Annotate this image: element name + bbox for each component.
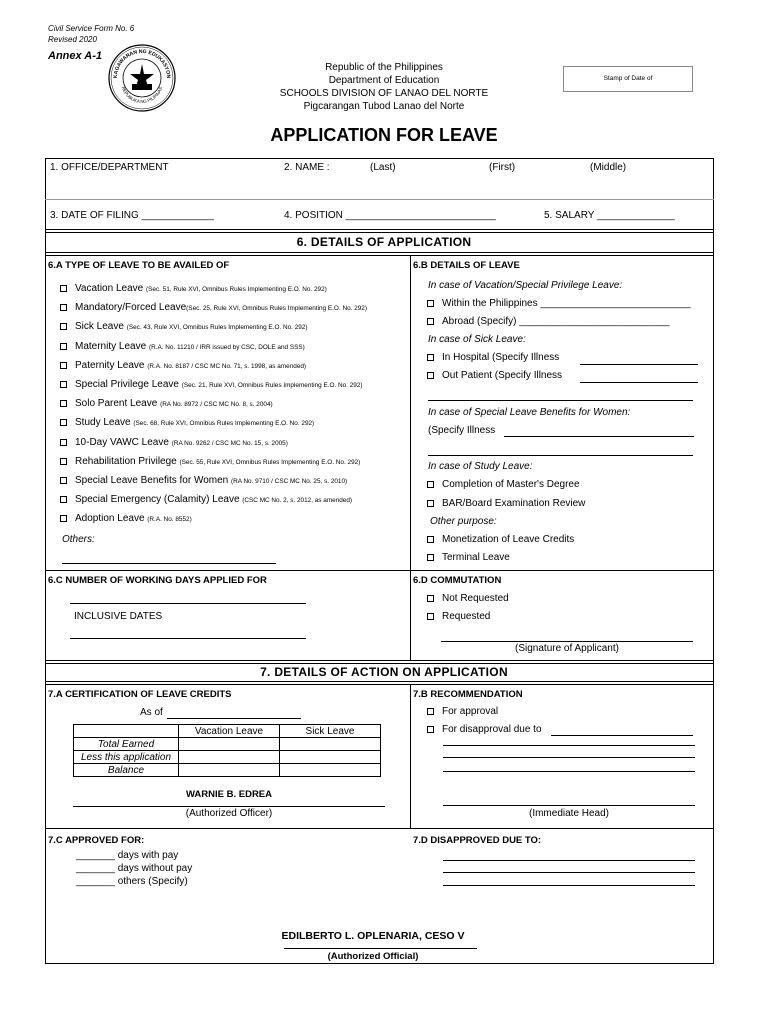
- not-requested-option[interactable]: Not Requested: [427, 593, 509, 604]
- section-7d-title: 7.D DISAPPROVED DUE TO:: [413, 835, 542, 846]
- others-label: Others:: [62, 534, 95, 545]
- checkbox-icon[interactable]: [60, 419, 67, 426]
- immediate-head-signature-line[interactable]: [443, 805, 695, 806]
- checkbox-icon[interactable]: [427, 318, 434, 325]
- women-case-label: In case of Special Leave Benefits for Women:: [428, 407, 631, 418]
- leave-type-special-women[interactable]: Special Leave Benefits for Women (RA No. 9710 / CSC MC No. 25, s. 2010): [60, 472, 367, 491]
- authorized-officer-label: (Authorized Officer): [185, 808, 273, 819]
- agency-line-2: Department of Education: [328, 75, 440, 86]
- leave-type-sick[interactable]: Sick Leave (Sec. 43, Rule XVI, Omnibus Rules Implementing E.O. No. 292): [60, 318, 367, 337]
- working-days-line[interactable]: [70, 603, 306, 604]
- table-row: [74, 764, 381, 777]
- sick-case-label: In case of Sick Leave:: [428, 334, 526, 345]
- leave-type-vawc[interactable]: 10-Day VAWC Leave (RA No. 9262 / CSC MC No. 15, s. 2005): [60, 434, 367, 453]
- position-field[interactable]: 4. POSITION ___________________________: [284, 210, 496, 221]
- monetization-option[interactable]: Monetization of Leave Credits: [427, 534, 574, 545]
- form-title: APPLICATION FOR LEAVE: [270, 125, 498, 145]
- bar-review-option[interactable]: BAR/Board Examination Review: [427, 498, 585, 509]
- checkbox-icon[interactable]: [60, 323, 67, 330]
- leave-type-list: [60, 280, 367, 530]
- leave-type-study[interactable]: Study Leave (Sec. 68, Rule XVI, Omnibus Rules Implementing E.O. No. 292): [60, 414, 367, 433]
- immediate-head-label: (Immediate Head): [528, 808, 610, 819]
- deped-seal-icon: [108, 44, 176, 112]
- agency-block: [234, 61, 534, 113]
- table-row: [74, 738, 381, 751]
- checkbox-icon[interactable]: [427, 300, 434, 307]
- leave-type-paternity[interactable]: Paternity Leave (R.A. No. 8187 / CSC MC No. 71, s. 1998, as amended): [60, 357, 367, 376]
- checkbox-icon[interactable]: [60, 362, 67, 369]
- checkbox-icon[interactable]: [60, 477, 67, 484]
- checkbox-icon[interactable]: [60, 343, 67, 350]
- leave-type-emergency[interactable]: Special Emergency (Calamity) Leave (CSC MC No. 2, s. 2012, as amended): [60, 491, 367, 510]
- checkbox-icon[interactable]: [427, 595, 434, 602]
- name-last-label: (Last): [370, 162, 396, 173]
- salary-field[interactable]: 5. SALARY ______________: [544, 210, 675, 221]
- leave-type-special-privilege[interactable]: Special Privilege Leave (Sec. 21, Rule XVI, Omnibus Rules Implementing E.O. No. 292): [60, 376, 367, 395]
- as-of-line[interactable]: [167, 718, 301, 719]
- section-7a-title: 7.A CERTIFICATION OF LEAVE CREDITS: [48, 689, 232, 700]
- within-philippines-option[interactable]: Within the Philippines ___________________________: [427, 298, 691, 309]
- section-6a-title: 6.A TYPE OF LEAVE TO BE AVAILED OF: [48, 260, 230, 271]
- section-6b-title: 6.B DETAILS OF LEAVE: [413, 260, 520, 271]
- checkbox-icon[interactable]: [427, 613, 434, 620]
- checkbox-icon[interactable]: [427, 372, 434, 379]
- agency-line-4: Pigcarangan Tubod Lanao del Norte: [303, 101, 465, 112]
- office-label: 1. OFFICE/DEPARTMENT: [50, 162, 169, 173]
- terminal-leave-option[interactable]: Terminal Leave: [427, 552, 510, 563]
- section-6-title: 6. DETAILS OF APPLICATION: [296, 235, 472, 249]
- name-first-label: (First): [489, 162, 516, 173]
- name-label: 2. NAME :: [284, 162, 330, 173]
- abroad-option[interactable]: Abroad (Specify) ___________________________: [427, 316, 669, 327]
- checkbox-icon[interactable]: [427, 354, 434, 361]
- row-less-application: Less this application: [74, 751, 179, 764]
- checkbox-icon[interactable]: [60, 496, 67, 503]
- form-frame: [45, 158, 714, 964]
- days-without-pay-field[interactable]: _______ days without pay: [76, 863, 193, 874]
- checkbox-icon[interactable]: [427, 481, 434, 488]
- row-total-earned: Total Earned: [74, 738, 179, 751]
- as-of-label: As of: [140, 707, 163, 718]
- annex-label: Annex A-1: [48, 50, 102, 62]
- seal-bottom-text: REPUBLIKA NG PILIPINAS: [120, 86, 164, 105]
- date-of-filing-field[interactable]: 3. DATE OF FILING _____________: [50, 210, 214, 221]
- authorized-official-label: (Authorized Official): [327, 951, 419, 962]
- masters-option[interactable]: Completion of Master's Degree: [427, 479, 580, 490]
- inclusive-dates-line[interactable]: [70, 638, 306, 639]
- authorized-official-name: EDILBERTO L. OPLENARIA, CESO V: [281, 930, 465, 942]
- checkbox-icon[interactable]: [427, 708, 434, 715]
- agency-line-3: SCHOOLS DIVISION OF LANAO DEL NORTE: [279, 88, 489, 99]
- row-balance: Balance: [74, 764, 179, 777]
- for-approval-option[interactable]: For approval: [427, 706, 498, 717]
- checkbox-icon[interactable]: [60, 304, 67, 311]
- inclusive-dates-label: INCLUSIVE DATES: [74, 611, 163, 622]
- leave-type-solo-parent[interactable]: Solo Parent Leave (RA No. 8972 / CSC MC No. 8, s. 2004): [60, 395, 367, 414]
- leave-type-maternity[interactable]: Maternity Leave (R.A. No. 11210 / IRR issued by CSC, DOLE and SSS): [60, 338, 367, 357]
- section-7c-title: 7.C APPROVED FOR:: [48, 835, 145, 846]
- form-revised: Revised 2020: [48, 35, 97, 44]
- in-hospital-option[interactable]: In Hospital (Specify Illness: [427, 352, 559, 363]
- leave-type-vacation[interactable]: Vacation Leave (Sec. 51, Rule XVI, Omnibus Rules Implementing E.O. No. 292): [60, 280, 367, 299]
- applicant-signature-label: (Signature of Applicant): [515, 643, 619, 654]
- col-vacation-leave: Vacation Leave: [179, 725, 280, 738]
- out-patient-option[interactable]: Out Patient (Specify Illness: [427, 370, 562, 381]
- seal-top-text: KAGAWARAN NG EDUKASYON: [112, 48, 172, 79]
- checkbox-icon[interactable]: [427, 500, 434, 507]
- checkbox-icon[interactable]: [60, 515, 67, 522]
- requested-option[interactable]: Requested: [427, 611, 490, 622]
- authorized-officer-name: WARNIE B. EDREA: [185, 789, 273, 800]
- others-line[interactable]: [62, 563, 276, 564]
- other-purpose-label: Other purpose:: [430, 516, 497, 527]
- col-sick-leave: Sick Leave: [280, 725, 381, 738]
- checkbox-icon[interactable]: [60, 400, 67, 407]
- checkbox-icon[interactable]: [427, 726, 434, 733]
- others-specify-field[interactable]: _______ others (Specify): [76, 876, 188, 887]
- authorized-official-signature-line[interactable]: [284, 948, 477, 949]
- vacation-case-label: In case of Vacation/Special Privilege Leave:: [428, 280, 623, 291]
- checkbox-icon[interactable]: [427, 536, 434, 543]
- section-7-title: 7. DETAILS OF ACTION ON APPLICATION: [260, 665, 508, 679]
- name-middle-label: (Middle): [590, 162, 627, 173]
- days-with-pay-field[interactable]: _______ days with pay: [76, 850, 179, 861]
- study-case-label: In case of Study Leave:: [428, 461, 533, 472]
- leave-type-rehabilitation[interactable]: Rehabilitation Privilege (Sec. 55, Rule XVI, Omnibus Rules Implementing E.O. No. 292): [60, 453, 367, 472]
- stamp-label: Stamp of Date of: [603, 75, 653, 82]
- leave-type-mandatory[interactable]: Mandatory/Forced Leave(Sec. 25, Rule XVI, Omnibus Rules Implementing E.O. No. 292): [60, 299, 367, 318]
- checkbox-icon[interactable]: [60, 458, 67, 465]
- checkbox-icon[interactable]: [427, 554, 434, 561]
- table-row: [74, 751, 381, 764]
- stamp-box: [563, 66, 693, 92]
- checkbox-icon[interactable]: [60, 439, 67, 446]
- section-6d-title: 6.D COMMUTATION: [413, 575, 502, 586]
- section-6c-title: 6.C NUMBER OF WORKING DAYS APPLIED FOR: [48, 575, 267, 586]
- leave-credits-table: [73, 724, 381, 777]
- form-number: Civil Service Form No. 6: [48, 24, 135, 33]
- specify-illness-label: (Specify Illness: [428, 425, 496, 436]
- applicant-signature-line[interactable]: [441, 641, 693, 642]
- leave-type-adoption[interactable]: Adoption Leave (R.A. No. 8552): [60, 510, 367, 529]
- for-disapproval-option[interactable]: For disapproval due to: [427, 724, 542, 735]
- agency-line-1: Republic of the Philippines: [325, 62, 443, 73]
- checkbox-icon[interactable]: [60, 285, 67, 292]
- checkbox-icon[interactable]: [60, 381, 67, 388]
- section-7b-title: 7.B RECOMMENDATION: [413, 689, 523, 700]
